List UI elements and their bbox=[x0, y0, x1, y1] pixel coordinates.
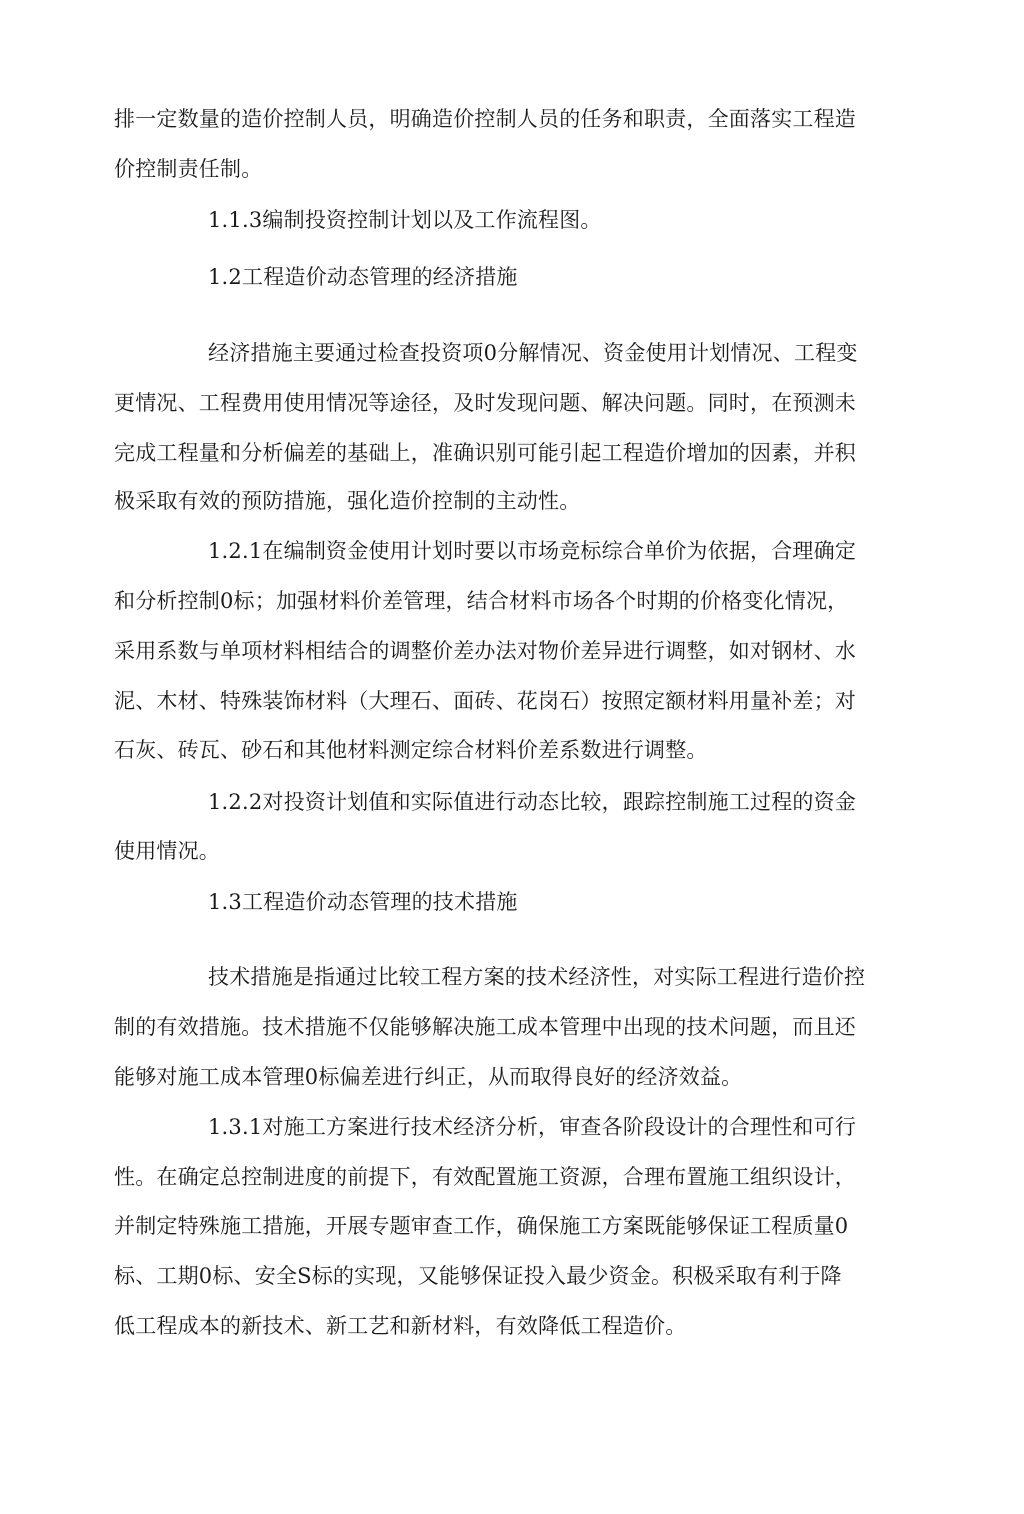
text-line: 和分析控制0标；加强材料价差管理，结合材料市场各个时期的价格变化情况， bbox=[114, 589, 849, 613]
paragraph-first-line: 经济措施主要通过检查投资项0分解情况、资金使用计划情况、工程变 bbox=[208, 341, 858, 365]
text-line: 排一定数量的造价控制人员，明确造价控制人员的任务和职责，全面落实工程造 bbox=[114, 107, 856, 131]
text-line: 使用情况。 bbox=[114, 839, 220, 863]
text-line: 性。在确定总控制进度的前提下，有效配置施工资源，合理布置施工组织设计， bbox=[114, 1165, 856, 1189]
paragraph-first-line: 1.2.2对投资计划值和实际值进行动态比较，跟踪控制施工过程的资金 bbox=[208, 790, 857, 814]
text-line: 价控制责任制。 bbox=[114, 157, 263, 181]
text-line: 泥、木材、特殊装饰材料（大理石、面砖、花岗石）按照定额材料用量补差；对 bbox=[114, 689, 856, 713]
subsection-heading: 1.1.3编制投资控制计划以及工作流程图。 bbox=[208, 208, 602, 232]
text-line: 制的有效措施。技术措施不仅能够解决施工成本管理中出现的技术问题，而且还 bbox=[114, 1015, 856, 1039]
text-line: 采用系数与单项材料相结合的调整价差办法对物价差异进行调整，如对钢材、水 bbox=[114, 639, 856, 663]
section-heading: 1.2工程造价动态管理的经济措施 bbox=[208, 265, 518, 289]
paragraph-first-line: 技术措施是指通过比较工程方案的技术经济性，对实际工程进行造价控 bbox=[208, 965, 866, 989]
text-line: 标、工期0标、安全S标的实现，又能够保证投入最少资金。积极采取有利于降 bbox=[114, 1264, 842, 1288]
text-line: 低工程成本的新技术、新工艺和新材料，有效降低工程造价。 bbox=[114, 1314, 687, 1338]
text-line: 并制定特殊施工措施，开展专题审查工作，确保施工方案既能够保证工程质量0 bbox=[114, 1214, 849, 1238]
text-line: 更情况、工程费用使用情况等途径，及时发现问题、解决问题。同时，在预测未 bbox=[114, 391, 856, 415]
section-heading: 1.3工程造价动态管理的技术措施 bbox=[208, 890, 518, 914]
text-line: 能够对施工成本管理0标偏差进行纠正，从而取得良好的经济效益。 bbox=[114, 1065, 743, 1089]
paragraph-first-line: 1.3.1对施工方案进行技术经济分析，审查各阶段设计的合理性和可行 bbox=[208, 1115, 857, 1139]
text-line: 石灰、砖瓦、砂石和其他材料测定综合材料价差系数进行调整。 bbox=[114, 738, 708, 762]
paragraph-first-line: 1.2.1在编制资金使用计划时要以市场竞标综合单价为依据，合理确定 bbox=[208, 539, 857, 563]
text-line: 极采取有效的预防措施，强化造价控制的主动性。 bbox=[114, 489, 581, 513]
text-line: 完成工程量和分析偏差的基础上，准确识别可能引起工程造价增加的因素，并积 bbox=[114, 441, 856, 465]
